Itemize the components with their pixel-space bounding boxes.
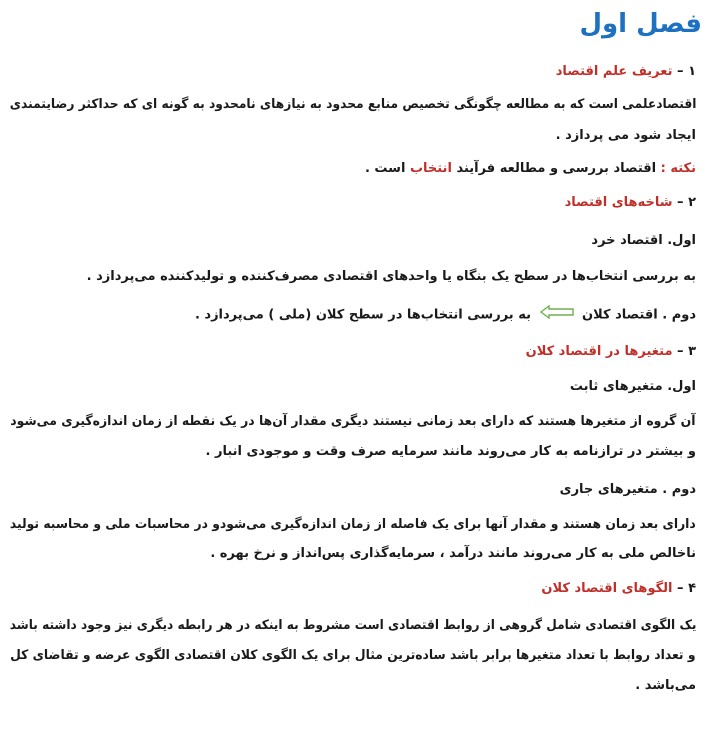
- note-highlight: انتخاب: [409, 161, 452, 176]
- paragraph-line: ناخالص ملی به کار می‌روند مانند درآمد ، سرمایه‌گذاری پس‌انداز و نرخ بهره .: [210, 546, 696, 561]
- paragraph-line: دارای بعد زمان هستند و مقدار آنها برای یک فاصله از زمان اندازه‌گیری می‌شودو در محاسبات ملی و محاسبه تولید: [10, 517, 696, 532]
- subsection-label: دوم . اقتصاد کلان: [582, 307, 696, 323]
- section-heading-text: متغیرها در اقتصاد کلان: [525, 344, 673, 359]
- paragraph-text: به بررسی انتخاب‌ها در سطح کلان (ملی ) می‌پردازد .: [194, 307, 531, 323]
- paragraph-line: و بیشتر در ترازنامه به کار می‌روند مانند سرمایه صرف وقت و موجودی انبار .: [205, 444, 696, 459]
- paragraph-line: می‌باشد .: [635, 678, 696, 693]
- subsection-label: اول. اقتصاد خرد: [591, 233, 696, 248]
- paragraph-line: و تعداد روابط با تعداد متغیرها برابر باشد ساده‌ترین مثال برای یک الگوی کلان اقتصادی الگوی عرضه و تقاضای کل: [10, 648, 696, 663]
- section-number: ۳ –: [677, 344, 696, 359]
- paragraph-line: اقتصادعلمی است که به مطالعه چگونگی تخصیص منابع محدود به نیازهای نامحدود به گونه ای که حداکثر رضایتمندی: [9, 97, 696, 112]
- macro-definition-line: [195, 305, 696, 325]
- paragraph-line: آن گروه از متغیرها هستند که دارای بعد زمانی نیستند دیگری مقدار آن‌ها در یک نقطه از زمان اندازه‌گیری می‌شود: [10, 414, 696, 429]
- section-3-heading: [526, 343, 696, 361]
- section-2-heading: [565, 194, 696, 212]
- subsection-label: دوم . متغیرهای جاری: [559, 482, 696, 497]
- section-1-heading: [556, 63, 696, 81]
- section-heading-text: الگوهای اقتصاد کلان: [541, 581, 673, 596]
- note-text: است .: [364, 161, 406, 176]
- section-4-heading: [541, 580, 696, 598]
- paragraph-line: به بررسی انتخاب‌ها در سطح یک بنگاه یا واحدهای اقتصادی مصرف‌کننده و تولیدکننده می‌پردازد .: [86, 269, 696, 284]
- note-line: [365, 160, 696, 178]
- section-number: ۴ –: [677, 581, 696, 596]
- paragraph-line: یک الگوی اقتصادی شامل گروهی از روابط اقتصادی است مشروط به اینکه در هر رابطه دیگری نیز وجود داشته باشد: [9, 618, 696, 633]
- paragraph-line: ایجاد شود می پردازد .: [555, 128, 696, 143]
- section-heading-text: شاخه‌های اقتصاد: [564, 195, 673, 210]
- section-number: ۲ –: [677, 195, 696, 210]
- hollow-left-arrow-icon: [540, 305, 574, 325]
- section-number: ۱ –: [677, 64, 696, 79]
- note-label: نکته :: [660, 161, 696, 176]
- page-title: فصل اول: [579, 9, 702, 39]
- subsection-label: اول. متغیرهای ثابت: [569, 379, 696, 394]
- note-text: اقتصاد بررسی و مطالعه فرآیند: [456, 161, 657, 176]
- section-heading-text: تعریف علم اقتصاد: [555, 64, 673, 79]
